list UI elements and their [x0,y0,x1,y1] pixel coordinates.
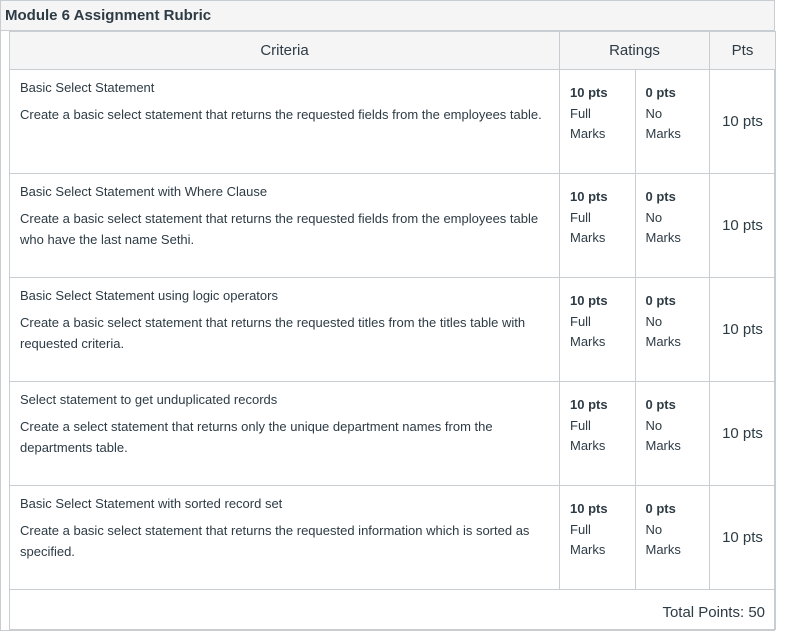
rating-points: 0 pts [645,397,676,412]
rating-label: Marks [645,542,681,557]
rating-label: Marks [570,542,606,557]
criterion-title: Basic Select Statement with sorted record set [20,496,283,511]
rating-label: Full [570,521,591,537]
rating-label: Marks [645,230,681,245]
rubric-footer-row [10,590,776,630]
criterion-description: Create a basic select statement that returns the requested fields from the employees table. [20,107,542,122]
criterion-title: Basic Select Statement with Where Clause [20,184,268,199]
rating-full-marks [560,278,635,381]
ratings-header: Ratings [560,32,710,70]
rating-label: Full [570,105,591,121]
points-cell: 10 pts [710,174,776,278]
criterion-cell [10,174,560,278]
rating-no-marks [635,486,710,589]
rating-label: Marks [570,334,606,349]
rating-full-marks [560,174,635,277]
ratings-cell [560,278,710,382]
rubric-row [10,486,776,590]
rating-no-marks [635,70,710,173]
rating-label: Marks [570,438,606,453]
pts-header: Pts [710,32,776,70]
rubric-row [10,382,776,486]
rating-points: 0 pts [645,501,676,516]
rating-points: 0 pts [645,189,676,204]
criterion-description: Create a basic select statement that returns the requested titles from the titles table with requested criteria. [20,315,526,351]
criterion-title: Basic Select Statement [20,80,155,95]
rating-no-marks [635,278,710,381]
rating-full-marks [560,382,635,485]
rubric-title: Module 6 Assignment Rubric [1,1,774,31]
rating-label: Full [570,313,591,329]
rating-label: No [645,417,663,433]
rating-label: Marks [645,126,681,141]
points-cell: 10 pts [710,278,776,382]
criterion-description: Create a select statement that returns only the unique department names from the departments table. [20,419,493,455]
rating-no-marks [635,174,710,277]
rating-label: Marks [570,126,606,141]
points-cell: 10 pts [710,382,776,486]
rating-points: 10 pts [570,85,608,100]
rating-label: Marks [645,438,681,453]
rubric-header-row [10,32,776,70]
rating-label: No [645,313,663,329]
criterion-title: Basic Select Statement using logic operators [20,288,278,303]
rubric-row [10,70,776,174]
rubric-row [10,174,776,278]
rating-points: 0 pts [645,293,676,308]
rubric-table-wrap [1,31,774,630]
rating-label: Full [570,417,591,433]
criterion-cell [10,382,560,486]
total-points: Total Points: 50 [10,590,776,630]
rating-points: 10 pts [570,501,608,516]
rating-points: 10 pts [570,397,608,412]
rating-points: 10 pts [570,189,608,204]
points-cell: 10 pts [710,70,776,174]
criterion-title: Select statement to get unduplicated records [20,392,278,407]
rating-full-marks [560,70,635,173]
rating-label: No [645,521,663,537]
rating-label: Marks [570,230,606,245]
criterion-description: Create a basic select statement that returns the requested information which is sorted as specified. [20,523,530,559]
rating-label: No [645,105,663,121]
rating-full-marks [560,486,635,589]
ratings-cell [560,70,710,174]
rubric-row [10,278,776,382]
criterion-cell [10,70,560,174]
criterion-cell [10,486,560,590]
ratings-cell [560,486,710,590]
rating-label: Full [570,209,591,225]
criterion-cell [10,278,560,382]
rating-label: Marks [645,334,681,349]
rating-points: 0 pts [645,85,676,100]
rating-label: No [645,209,663,225]
ratings-cell [560,382,710,486]
rating-no-marks [635,382,710,485]
rubric-table [9,31,776,630]
criterion-description: Create a basic select statement that returns the requested fields from the employees table who have the last name Sethi. [20,211,539,247]
points-cell: 10 pts [710,486,776,590]
criteria-header: Criteria [10,32,560,70]
rating-points: 10 pts [570,293,608,308]
ratings-cell [560,174,710,278]
